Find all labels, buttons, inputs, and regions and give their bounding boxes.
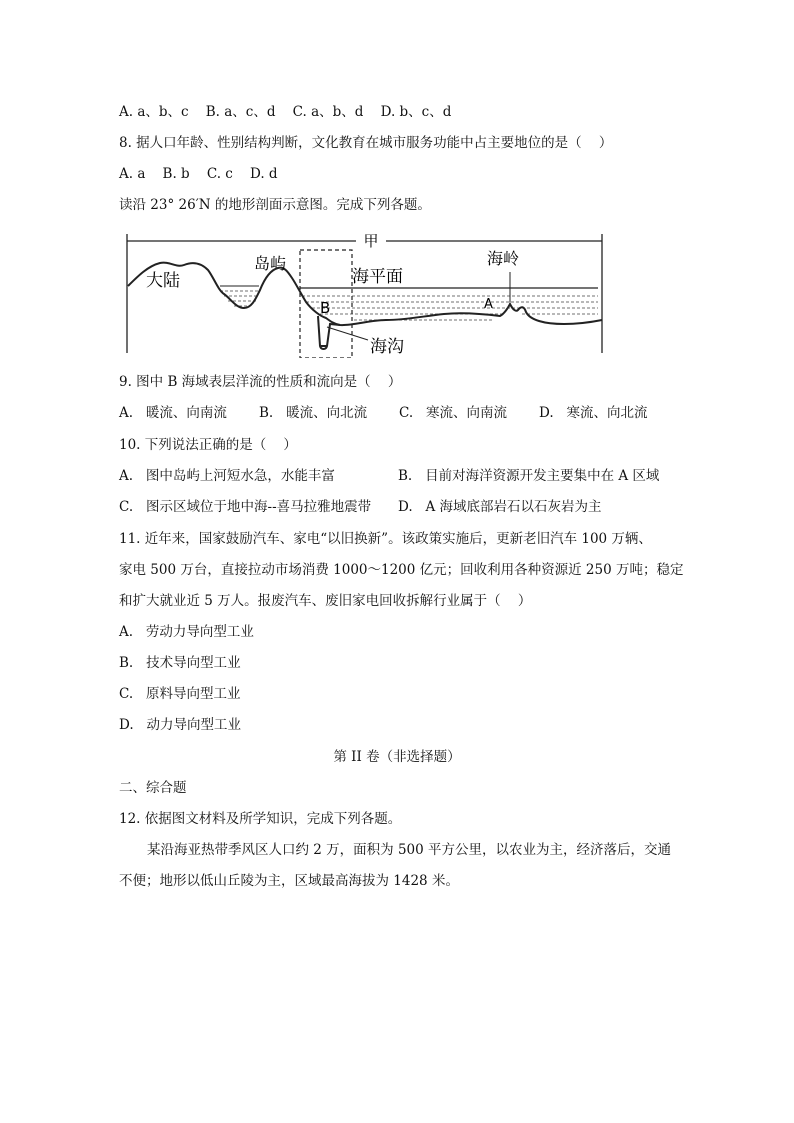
q11-line-2: 家电 500 万台，直接拉动市场消费 1000～1200 亿元；回收利用各种资源近 250 万吨；稳定	[119, 562, 684, 578]
q10-option-a: A. 图中岛屿上河短水急，水能丰富	[119, 468, 335, 484]
q11-line-1: 11. 近年来，国家鼓励汽车、家电“以旧换新”。该政策实施后，更新老旧汽车 100 万辆、	[119, 531, 652, 547]
label-trench: 海沟	[370, 337, 404, 357]
q9-option-a: A. 暖流、向南流	[119, 405, 227, 421]
q9-stem: 9. 图中 B 海域表层洋流的性质和流向是（ ）	[119, 374, 402, 390]
label-point-b: B	[320, 299, 331, 317]
q11-option-d: D. 动力导向型工业	[119, 717, 242, 733]
q9-option-c: C. 寒流、向南流	[399, 405, 508, 421]
q8-stem: 8. 据人口年龄、性别结构判断，文化教育在城市服务功能中占主要地位的是（ ）	[119, 135, 613, 151]
q8-options: A. a B. b C. c D. d	[119, 166, 278, 182]
q11-option-a: A. 劳动力导向型工业	[119, 624, 254, 640]
q11-option-b: B. 技术导向型工业	[119, 655, 241, 671]
q10-option-b: B. 目前对海洋资源开发主要集中在 A 区域	[398, 468, 660, 484]
section-title: 第 II 卷（非选择题）	[333, 749, 461, 765]
label-sea-level: 海平面	[352, 267, 403, 287]
label-island: 岛屿	[254, 254, 287, 273]
figure-top-label: 甲	[363, 232, 379, 250]
q10-option-d: D. A 海域底部岩石以石灰岩为主	[398, 499, 602, 515]
q10-stem: 10. 下列说法正确的是（ ）	[119, 437, 297, 453]
q12-paragraph-line-2: 不便；地形以低山丘陵为主，区域最高海拔为 1428 米。	[119, 873, 459, 889]
q9-option-d: D. 寒流、向北流	[539, 405, 648, 421]
q12-stem: 12. 依据图文材料及所学知识，完成下列各题。	[119, 811, 402, 827]
intro-9-10: 读沿 23° 26′N 的地形剖面示意图。完成下列各题。	[119, 197, 431, 213]
section-heading: 二、综合题	[119, 780, 187, 796]
label-mainland: 大陆	[146, 271, 180, 291]
label-ridge: 海岭	[487, 249, 520, 268]
q12-paragraph-line-1: 某沿海亚热带季风区人口约 2 万，面积为 500 平方公里，以农业为主，经济落后，交通	[147, 842, 672, 858]
q11-option-c: C. 原料导向型工业	[119, 686, 241, 702]
q7-options: A. a、b、c B. a、c、d C. a、b、d D. b、c、d	[119, 104, 452, 120]
q11-line-3: 和扩大就业近 5 万人。报废汽车、废旧家电回收拆解行业属于（ ）	[119, 593, 532, 609]
q9-option-b: B. 暖流、向北流	[259, 405, 368, 421]
label-point-a: A	[484, 297, 493, 312]
q10-option-c: C. 图示区域位于地中海--喜马拉雅地震带	[119, 499, 372, 515]
terrain-profile-figure	[124, 228, 608, 358]
